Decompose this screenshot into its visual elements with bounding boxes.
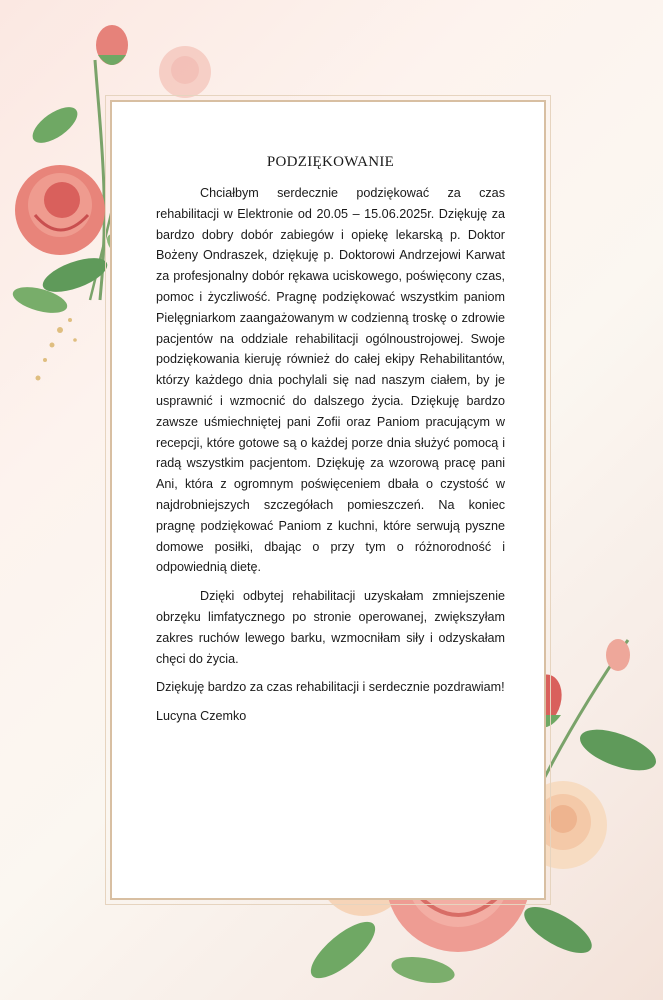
letter-body — [148, 148, 513, 778]
leaf-icon — [518, 898, 599, 962]
letter-paragraph-3: Dziękuję bardzo za czas rehabilitacji i serdecznie pozdrawiam! — [156, 680, 505, 695]
leaf-icon — [575, 721, 661, 778]
rose-bud-icon — [606, 639, 630, 671]
letter-paragraph-2: Dzięki odbytej rehabilitacji uzyskałam zmniejszenie obrzęku limfatycznego po stronie operowanej, zwiększyłam zakres ruchów lewego barku, wzmocniłam siły i odzyskałam chęci do życia. — [156, 589, 505, 666]
leaf-icon — [27, 100, 83, 149]
letter-title: PODZIĘKOWANIE — [266, 154, 395, 170]
gold-glitter-left — [36, 318, 77, 381]
rose-bud-icon — [96, 25, 128, 65]
rose-bloom-icon — [159, 46, 211, 98]
leaf-icon — [303, 913, 384, 987]
letter-signature: Lucyna Czemko — [156, 709, 247, 724]
rose-bloom-icon — [15, 165, 105, 255]
letter-paragraph-1: Chciałbym serdecznie podziękować za czas rehabilitacji w Elektronie od 20.05 – 15.06.2025r. Dziękuję za bardzo dobry dobór zabiegów i opiekę lekarską p. Doktor Bożeny Ondraszek, dziękuję p. Doktorowi Andrzejowi Karwat za profesjonalny dobór rękawa uciskowego, poświęcony czas, pomoc i życzliwość. Pragnę podziękować wszystkim paniom Pielęgniarkom zaangażowanym w codzienną troskę o zdrowie pacjentów na oddziale rehabilitacji ogólnoustrojowej. Swoje podziękowania kieruję również do całej ekipy Rehabilitantów, którzy każdego dnia pochylali się nad naszym ciałem, by je usprawnić i wzmocnić do dalszego życia. Dziękuję bardzo zawsze uśmiechniętej pani Zofii oraz Paniom pracującym w recepcji, które gotowe są o każdej porze dnia służyć pomocą i radą wszystkim pacjentom. Dziękuję za wzorową pracę pani Ani, która z ogromnym poświęceniem dbała o czystość w najdrobniejszych szczegółach pomieszczeń. Na koniec pragnę podziękować Paniom z kuchni, które serwują pyszne domowe posiłki, dbając o przy tym o różnorodność i odpowiednią dietę. — [156, 186, 505, 575]
leaf-icon — [389, 953, 456, 988]
